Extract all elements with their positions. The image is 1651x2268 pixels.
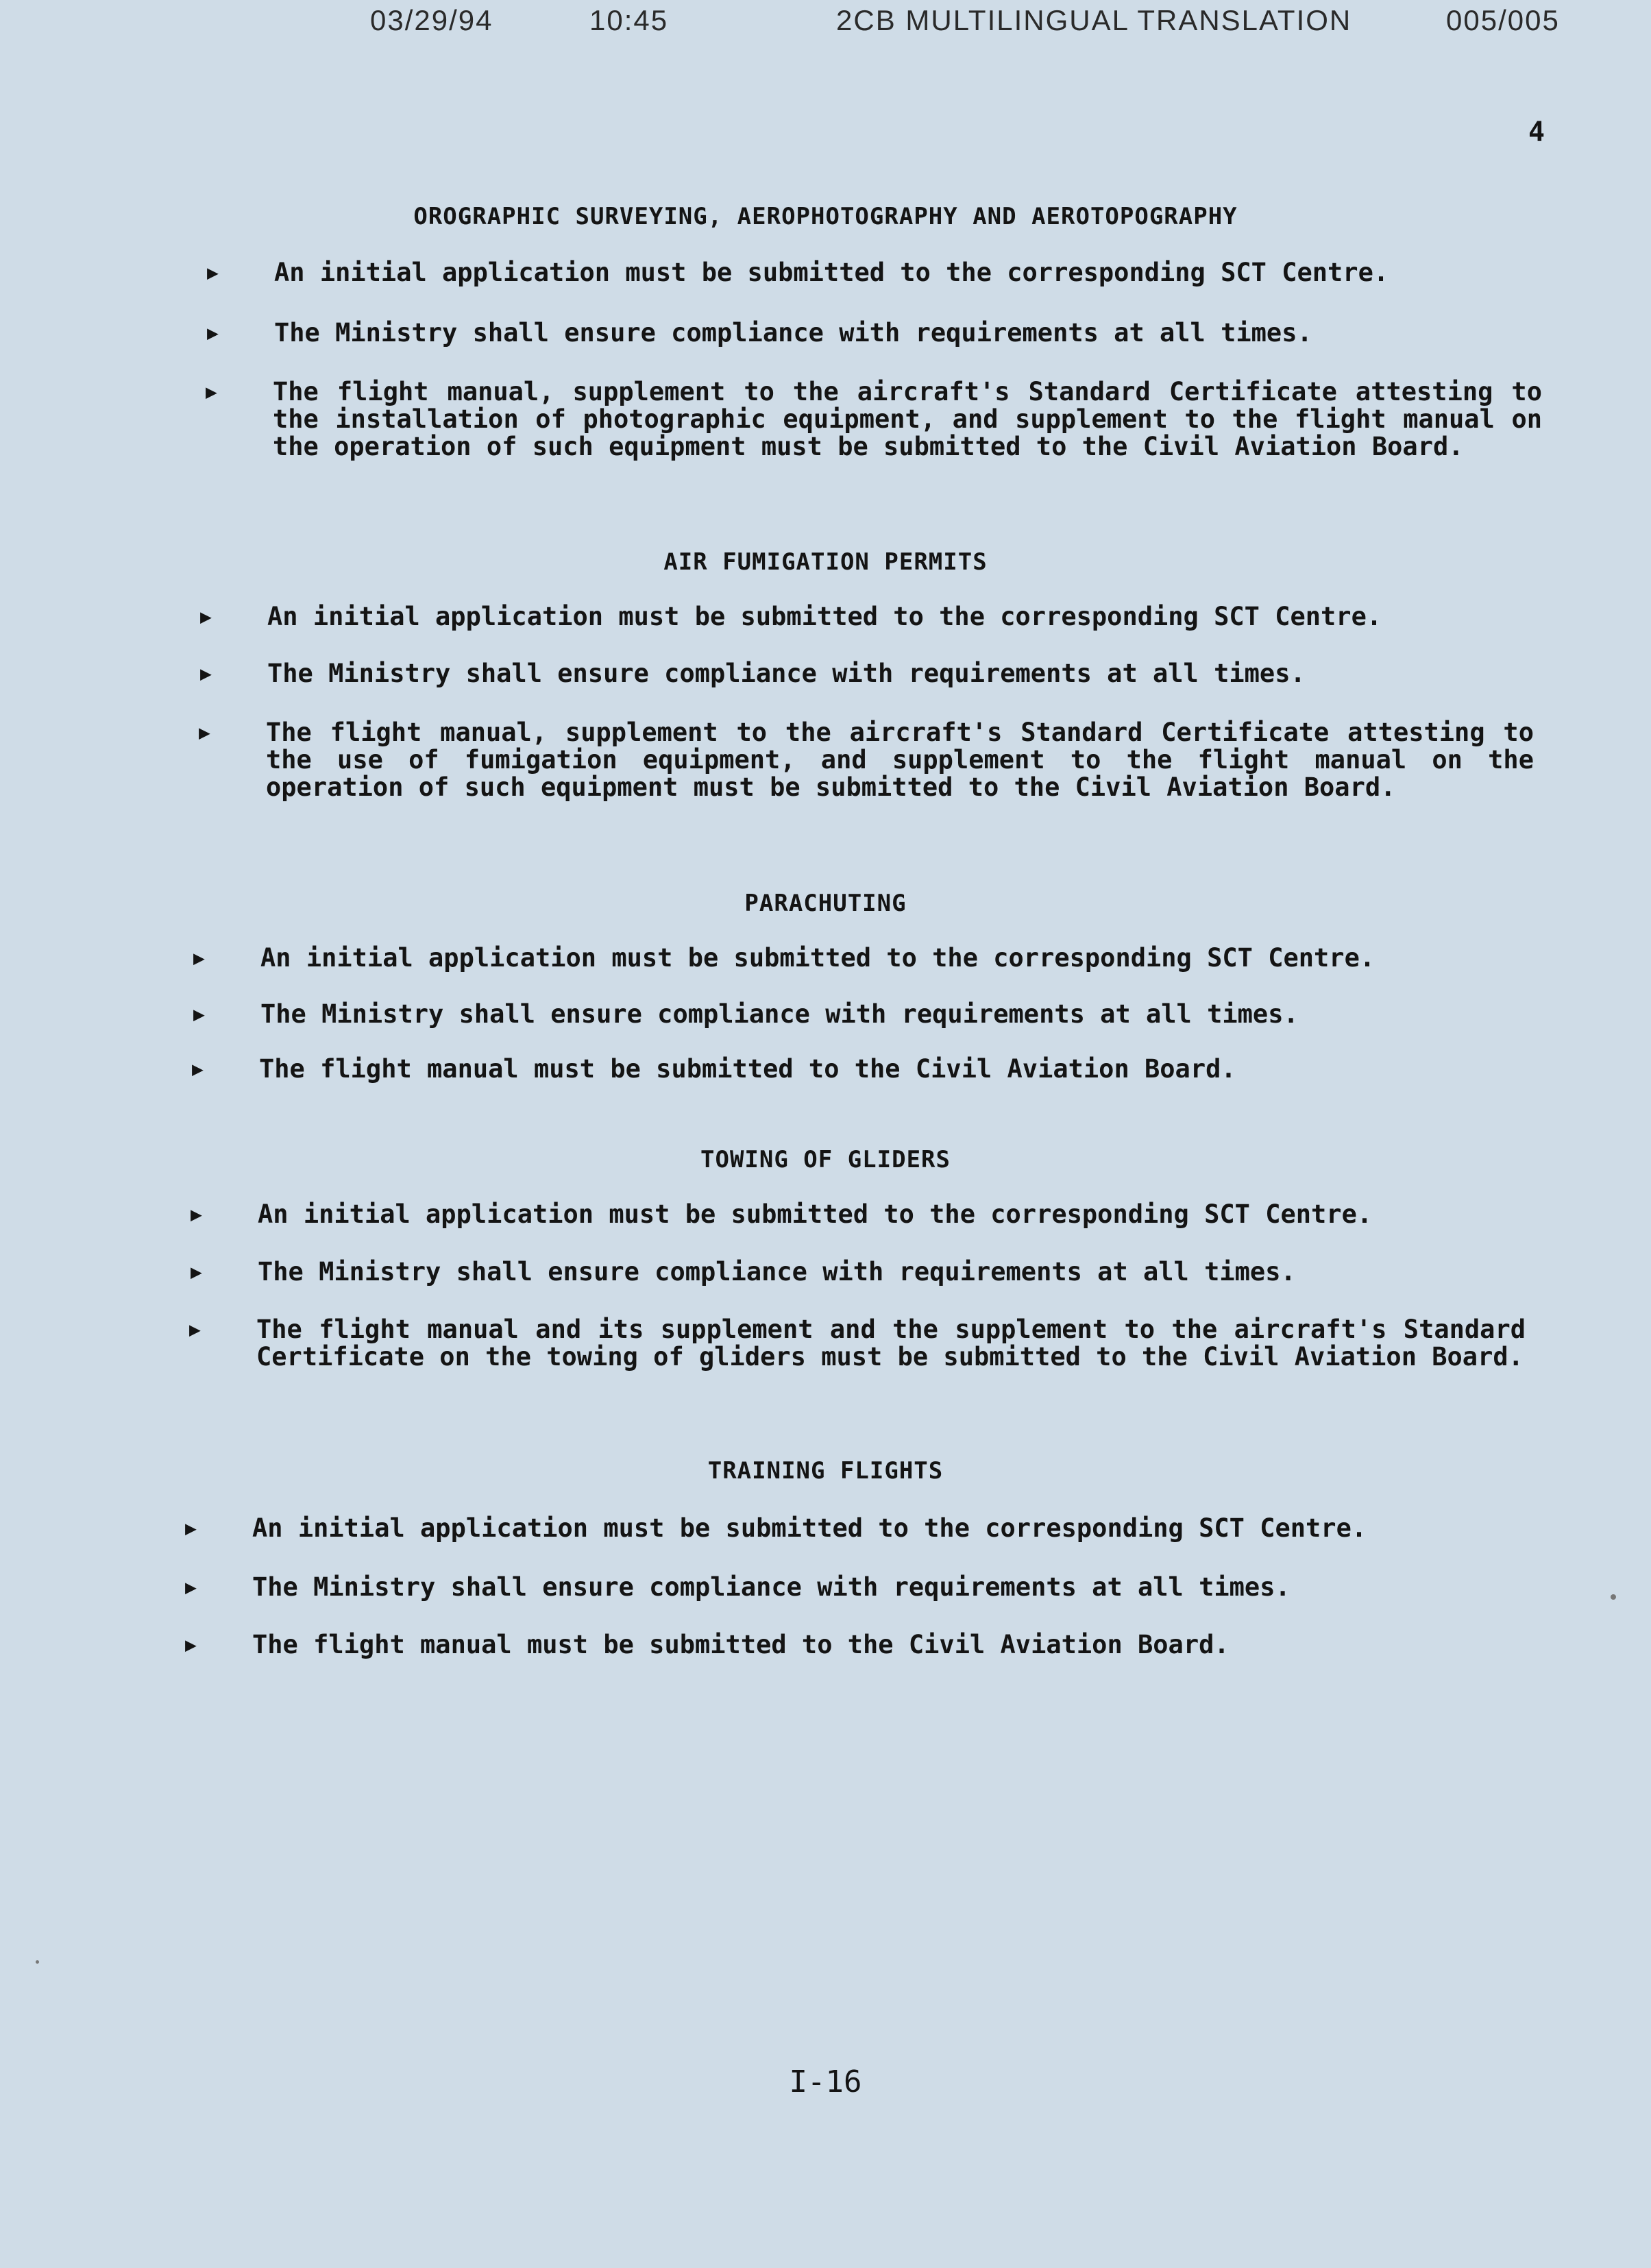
list-item-text: The Ministry shall ensure compliance with requirements at all times. [274, 318, 1312, 347]
list-item [185, 1513, 1367, 1543]
fax-header [0, 4, 1651, 45]
list-item-text: An initial application must be submitted to the corresponding SCT Centre. [274, 258, 1389, 287]
list-item-text: The flight manual and its supplement and the supplement to the aircraft's Standard Certificate on the towing of gliders must be submitted to the Civil Aviation Board. [256, 1315, 1526, 1371]
list-item-text: The Ministry shall ensure compliance with requirements at all times. [258, 1257, 1296, 1287]
list-item-text: The flight manual must be submitted to the Civil Aviation Board. [259, 1054, 1236, 1084]
list-item [200, 659, 1306, 688]
section-title-towing-gliders: TOWING OF GLIDERS [700, 1146, 951, 1173]
list-item-text: The flight manual must be submitted to the Civil Aviation Board. [252, 1630, 1230, 1659]
scan-speck [1611, 1594, 1616, 1600]
fax-date: 03/29/94 [370, 4, 493, 36]
list-item [191, 1257, 1296, 1287]
bullet-icon: ▶ [189, 1318, 201, 1341]
list-item-text: An initial application must be submitted to the corresponding SCT Centre. [267, 602, 1382, 631]
bullet-icon: ▶ [200, 662, 212, 685]
list-item [199, 718, 1534, 802]
section-title-orographic: OROGRAPHIC SURVEYING, AEROPHOTOGRAPHY AND AEROTOPOGRAPHY [413, 203, 1238, 230]
list-item [193, 999, 1299, 1029]
bullet-icon: ▶ [193, 1003, 205, 1025]
section-title-air-fumigation: AIR FUMIGATION PERMITS [663, 548, 988, 576]
bullet-icon: ▶ [185, 1576, 197, 1598]
page-number: 4 [1528, 117, 1545, 148]
section-title-training-flights: TRAINING FLIGHTS [707, 1457, 944, 1485]
list-item [207, 258, 1389, 287]
list-item [193, 943, 1375, 973]
list-item [206, 377, 1542, 461]
fax-time: 10:45 [589, 4, 669, 36]
list-item [207, 318, 1312, 347]
list-item [185, 1630, 1230, 1659]
list-item [200, 602, 1382, 631]
bullet-icon: ▶ [191, 1203, 202, 1226]
fax-sender: 2CB MULTILINGUAL TRANSLATION [836, 4, 1352, 36]
bullet-icon: ▶ [207, 321, 219, 344]
page-footer: I-16 [789, 2064, 862, 2099]
bullet-icon: ▶ [185, 1633, 197, 1656]
list-item [189, 1315, 1526, 1371]
list-item-text: An initial application must be submitted to the corresponding SCT Centre. [252, 1513, 1367, 1543]
list-item-text: The Ministry shall ensure compliance with requirements at all times. [252, 1572, 1291, 1602]
list-item-text: An initial application must be submitted to the corresponding SCT Centre. [258, 1199, 1373, 1229]
bullet-icon: ▶ [206, 380, 217, 403]
list-item-text: An initial application must be submitted to the corresponding SCT Centre. [260, 943, 1375, 973]
fax-page-code: 005/005 [1446, 4, 1560, 36]
bullet-icon: ▶ [191, 1260, 202, 1283]
bullet-icon: ▶ [193, 947, 205, 969]
list-item-text: The flight manual, supplement to the aircraft's Standard Certificate attesting to the use of fumigation equipment, and supplement to the flight manual on the operation of such equipment must be submitted to the Civil Aviation Board. [266, 718, 1534, 802]
list-item-text: The flight manual, supplement to the aircraft's Standard Certificate attesting to the installation of photographic equipment, and supplement to the flight manual on the operation of such equipment must be submitted to the Civil Aviation Board. [273, 377, 1542, 461]
list-item-text: The Ministry shall ensure compliance with requirements at all times. [260, 999, 1299, 1029]
section-title-parachuting: PARACHUTING [744, 890, 907, 917]
list-item [192, 1054, 1236, 1084]
list-item [185, 1572, 1291, 1602]
list-item-text: The Ministry shall ensure compliance with requirements at all times. [267, 659, 1306, 688]
list-item [191, 1199, 1373, 1229]
bullet-icon: ▶ [200, 605, 212, 628]
scan-speck [36, 1960, 39, 1964]
bullet-icon: ▶ [185, 1517, 197, 1539]
bullet-icon: ▶ [192, 1058, 204, 1080]
bullet-icon: ▶ [207, 261, 219, 284]
bullet-icon: ▶ [199, 721, 210, 744]
